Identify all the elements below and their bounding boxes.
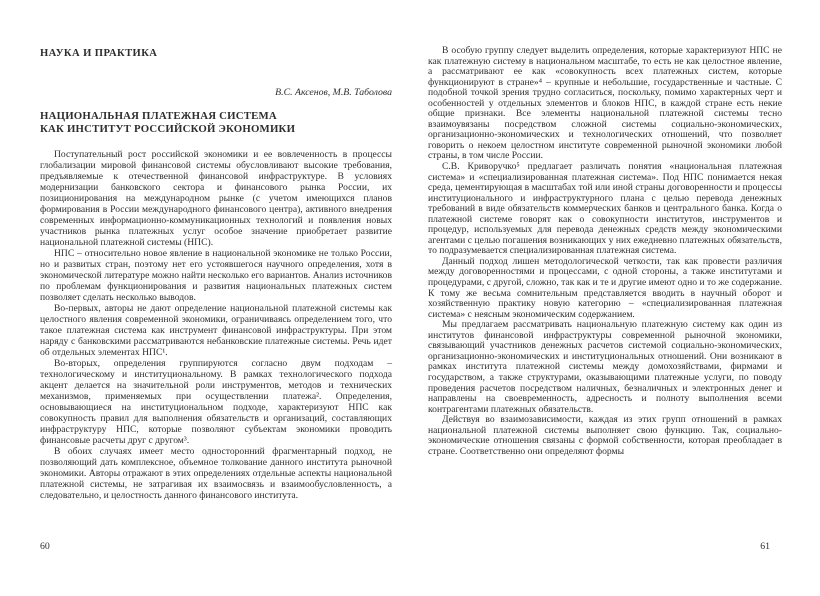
authors-line: В.С. Аксенов, М.В. Таболова bbox=[275, 87, 392, 98]
paragraph: Во-первых, авторы не дают определение национальной платежной системы как целостного явления современной экономики, ограничиваясь определением того, что такое платежная система как инструмент финансовой инфраструктуры. При этом наряду с банковскими рассматриваются небанковские платежные системы. Речь идет об отдельных элементах НПС¹. bbox=[40, 303, 392, 358]
right-page-body bbox=[428, 46, 782, 457]
paragraph: В обоих случаях имеет место односторонний фрагментарный подход, не позволяющий дать комплексное, объемное толкование данного института рыночной экономики. Авторы отражают в этих определениях отдельные аспекты национальной платежной системы, не затрагивая их взаимосвязь и взаимообусловленность, а следовательно, и целостность данного финансового института. bbox=[40, 446, 392, 501]
left-page bbox=[40, 0, 392, 501]
paragraph: С.В. Криворучко⁵ предлагает различать понятия «национальная платежная система» и «специализированная платежная система». Под НПС понимается некая среда, цементирующая в масштабах той или иной страны договоренности и процессы институционального и инфраструктурного плана с целью перевода денежных требований в виде обязательств коммерческих банков и центрального банка. Когда о платежной системе говорят как о совокупности институтов, инструментов и процедур, используемых для перевода денежных средств между экономическими агентами с целью погашения возникающих у них ежедневно платежных обязательств, то подразумевается специализированная платежная система. bbox=[428, 161, 782, 257]
paragraph: Данный подход лишен методологической четкости, так как провести различия между договоренностями и процессами, с одной стороны, а также институтами и процедурами, с другой, сложно, так как и те и другие имеют одно и то же содержание. К тому же весьма сомнительным представляется вводить в научный оборот и хозяйственную практику новую категорию – «специализированная платежная система» с неясным экономическим содержанием. bbox=[428, 255, 782, 320]
left-page-body bbox=[40, 149, 392, 501]
paragraph: В особую группу следует выделить определения, которые характеризуют НПС не как платежную систему в национальном масштабе, то есть не как целостное явление, а рассматривают ее как «совокупность всех платежных систем, которые функционируют в стране»⁴ – крупные и небольшие, государственные и частные. С подобной точкой зрения трудно согласиться, поскольку, помимо характерных черт и особенностей у отдельных элементов и блоков НПС, в каждой стране есть некие общие признаки. Все элементы национальной платежной системы тесно взаимоувязаны посредством сложной системы социально-экономических, организационно-экономических и технологических отношений, что позволяет говорить о некоем целостном институте современной рыночной экономики любой страны, в том числе России. bbox=[428, 45, 782, 162]
paragraph: Мы предлагаем рассматривать национальную платежную систему как один из институтов финансовой инфраструктуры современной рыночной экономики, связывающий участников денежных расчетов системой социально-экономических, организационно-экономических и институциональных отношений. Они возникают в рамках института платежной системы между домохозяйствами, фирмами и государством, а также структурами, оказывающими платежные услуги, по поводу проведения расчетов посредством наличных, безналичных и электронных денег и направлены на своевременность, адресность и полноту выполнения всеми контрагентами платежных обязательств. bbox=[428, 319, 782, 415]
paragraph: Действуя во взаимозависимости, каждая из этих групп отношений в рамках национальной платежной системы выполняет свою функцию. Так, социально-экономические отношения связаны с формой собственности, которая преобладает в стране. Соответственно они определяют формы bbox=[428, 414, 782, 457]
section-header: НАУКА И ПРАКТИКА bbox=[40, 48, 158, 59]
page-number-right: 61 bbox=[760, 541, 770, 552]
article-title bbox=[40, 110, 392, 135]
paragraph: Поступательный рост российской экономики и ее вовлеченность в процессы глобализации мировой финансовой системы обусловливают высокие требования, предъявляемые к отечественной финансовой инфраструктуре. В условиях модернизации банковского сектора и финансового рынка России, их позиционирования на международном рынке (с учетом имеющихся планов формирования в России международного финансового центра), активного внедрения современных информационно-коммуникационных технологий и появления новых участников рынка платежных услуг особое значение приобретает развитие национальной платежной системы (НПС). bbox=[40, 149, 392, 248]
paragraph: НПС – относительно новое явление в национальной экономике не только России, но и развитых стран, поэтому нет его устоявшегося научного определения, хотя в экономической литературе можно найти несколько его вариантов. Анализ источников по проблемам функционирования и развития национальных платежных систем позволяет сделать несколько выводов. bbox=[40, 248, 392, 303]
paragraph: Во-вторых, определения группируются согласно двум подходам – технологическому и институциональному. В рамках технологического подхода акцент делается на значительной роли инструментов, методов и технических механизмов, применяемых при осуществлении платежа². Определения, основывающиеся на институциональном подходе, характеризуют НПС как совокупность правил для выполнения обязательств и организаций, составляющих инфраструктуру НПС, которые позволяют субъектам экономики проводить финансовые расчеты друг с другом³. bbox=[40, 358, 392, 446]
article-title-line1: НАЦИОНАЛЬНАЯ ПЛАТЕЖНАЯ СИСТЕМА bbox=[40, 110, 277, 122]
right-page bbox=[428, 0, 782, 457]
page-number-left: 60 bbox=[40, 541, 50, 552]
article-title-line2: КАК ИНСТИТУТ РОССИЙСКОЙ ЭКОНОМИКИ bbox=[40, 122, 296, 135]
